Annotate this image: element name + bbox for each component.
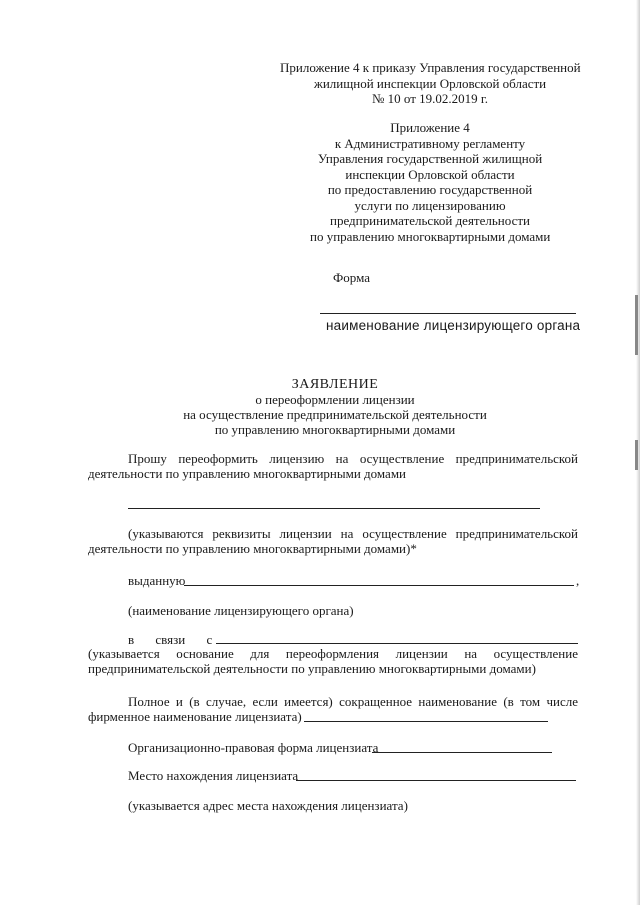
reason-caption-first: (указывается основание для переоформления лицензии на осуществление bbox=[88, 646, 578, 661]
amendment-line: Приложение 4 к приказу Управления государственной bbox=[280, 60, 581, 75]
regulation-line: по управлению многоквартирными домами bbox=[310, 228, 551, 244]
name-field-first: Полное и (в случае, если имеется) сокращенное наименование (в том числе bbox=[128, 694, 578, 709]
name-field bbox=[88, 694, 578, 724]
amendment-line: жилищной инспекции Орловской области bbox=[313, 75, 547, 91]
license-details-rest: деятельности по управлению многоквартирными домами)* bbox=[88, 541, 417, 556]
address-caption: (указывается адрес места нахождения лицензиата) bbox=[128, 798, 408, 813]
request-rest: деятельности по управлению многоквартирными домами bbox=[88, 466, 406, 481]
location-field-line[interactable] bbox=[296, 780, 576, 781]
title-main: ЗАЯВЛЕНИЕ bbox=[291, 377, 379, 392]
reason-caption-rest: предпринимательской деятельности по управлению многоквартирными домами) bbox=[88, 661, 536, 676]
title-line: на осуществление предпринимательской деятельности bbox=[183, 407, 487, 422]
issuer-caption: (наименование лицензирующего органа) bbox=[128, 603, 354, 618]
license-details-first-line: (указываются реквизиты лицензии на осуществление предпринимательской bbox=[128, 526, 578, 541]
title-line: по управлению многоквартирными домами bbox=[214, 422, 456, 437]
title-line: о переоформлении лицензии bbox=[255, 392, 415, 407]
amendment-line: № 10 от 19.02.2019 г. bbox=[371, 91, 489, 106]
regulation-line: к Административному регламенту bbox=[334, 135, 526, 151]
regulation-line: услуги по лицензированию bbox=[354, 197, 506, 213]
reason-label: в связи с bbox=[128, 632, 213, 647]
application-title bbox=[150, 377, 520, 437]
org-form-field-line[interactable] bbox=[372, 752, 552, 753]
reason-field-line[interactable] bbox=[216, 643, 578, 644]
license-details-field-line[interactable] bbox=[128, 508, 540, 509]
regulation-line: предпринимательской деятельности bbox=[330, 213, 530, 228]
regulation-line: Управления государственной жилищной bbox=[317, 151, 543, 166]
name-field-rest: фирменное наименование лицензиата) bbox=[88, 709, 302, 724]
regulation-header bbox=[310, 120, 550, 244]
scan-mark bbox=[635, 440, 638, 470]
request-first-line: Прошу переоформить лицензию на осуществление предпринимательской bbox=[128, 451, 578, 466]
scan-mark bbox=[635, 295, 638, 355]
request-paragraph bbox=[88, 451, 578, 481]
name-field-line[interactable] bbox=[304, 721, 548, 722]
authority-caption: наименование лицензирующего органа bbox=[326, 318, 581, 333]
amendment-header bbox=[280, 60, 580, 107]
issued-label: выданную bbox=[128, 573, 186, 588]
regulation-line: Приложение 4 bbox=[390, 120, 470, 135]
regulation-line: по предоставлению государственной bbox=[327, 182, 533, 197]
authority-field-line[interactable] bbox=[320, 313, 576, 314]
issued-end: , bbox=[576, 573, 580, 588]
regulation-line: инспекции Орловской области bbox=[345, 166, 515, 182]
issued-field-line[interactable] bbox=[184, 585, 574, 586]
reason-caption bbox=[88, 646, 578, 676]
form-label: Форма bbox=[333, 270, 370, 285]
license-details-caption bbox=[88, 526, 578, 556]
org-form-label: Организационно-правовая форма лицензиата bbox=[128, 740, 379, 755]
location-label: Место нахождения лицензиата bbox=[128, 768, 299, 783]
